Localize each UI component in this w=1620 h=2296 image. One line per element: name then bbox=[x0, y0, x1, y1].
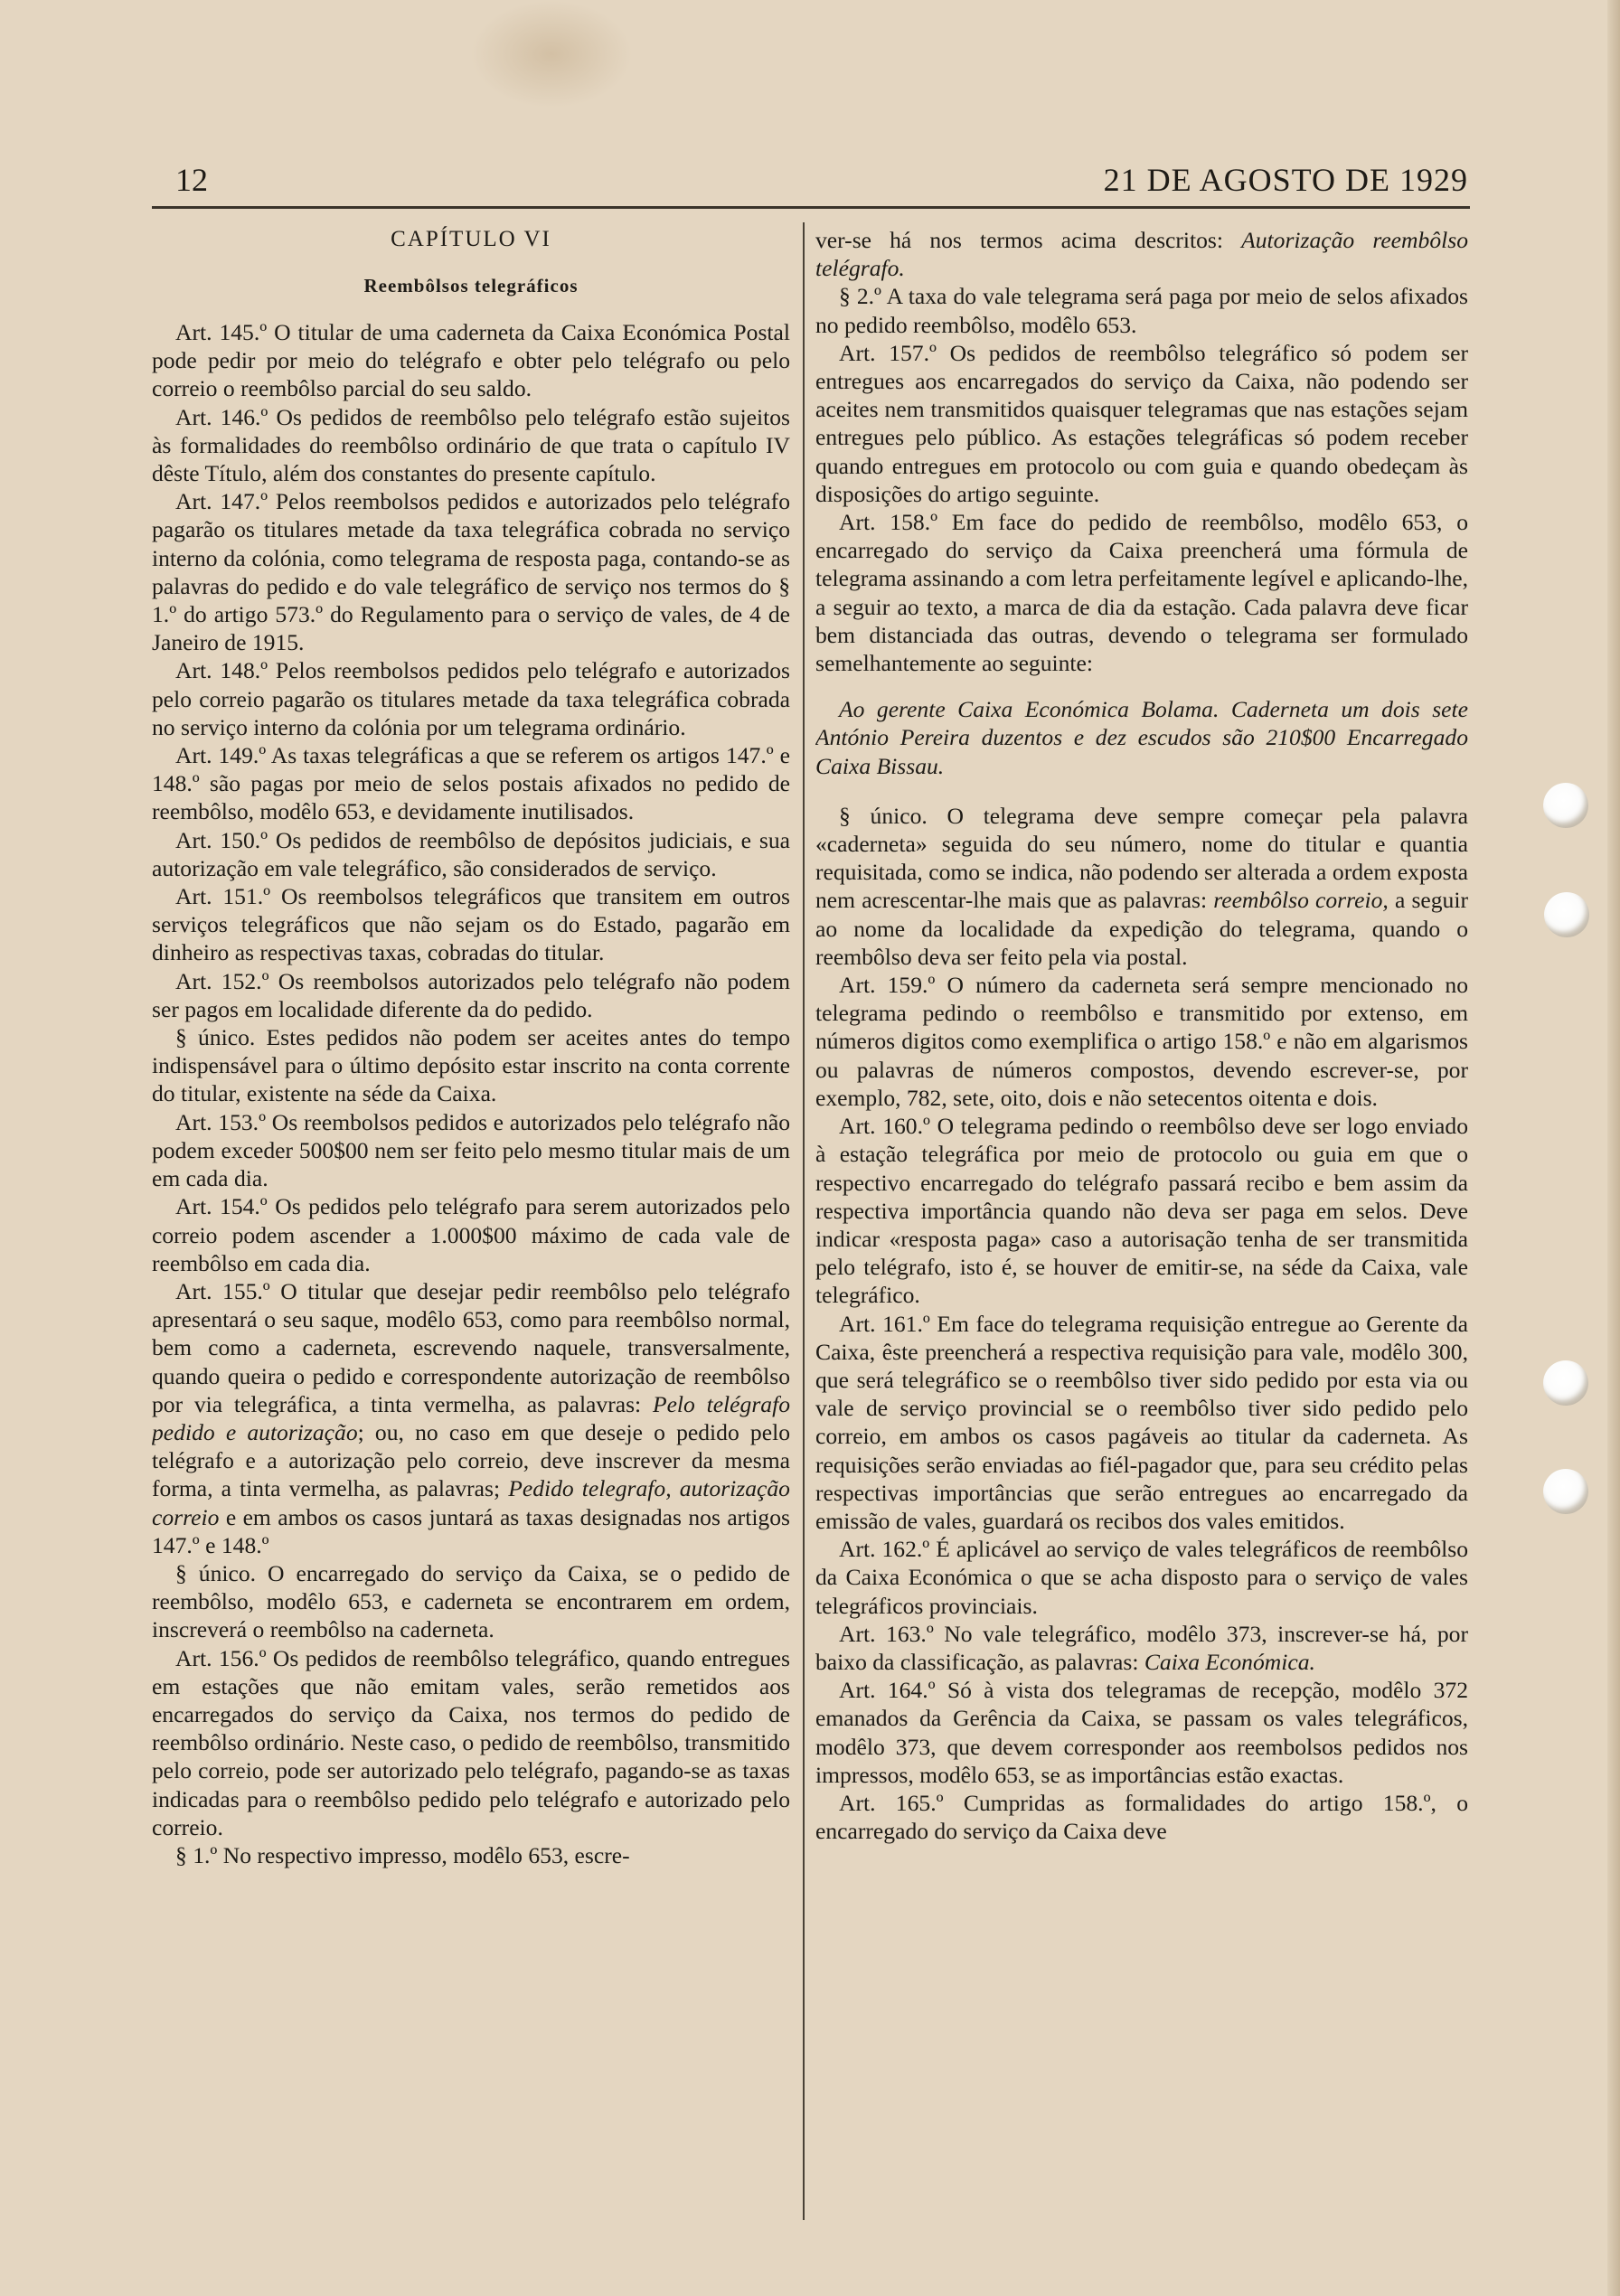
article-149: Art. 149.º As taxas telegráficas a que se referem os artigos 147.º e 148.º são pagas por meio de selos postais afixados no pedido de reembôlso, modêlo 653, e devidamente inutilisados. bbox=[152, 742, 790, 825]
article-164: Art. 164.º Só à vista dos telegramas de recepção, modêlo 372 emanados da Gerência da Caixa, se passam os vales telegráficos, modêlo 373, que devem corresponder aos reembolsos pedidos nos impressos, modêlo 653, se as importâncias estão exactas. bbox=[815, 1677, 1468, 1788]
continuation-text: ver-se há nos termos acima descritos: bbox=[815, 227, 1224, 253]
article-152-sole-paragraph: § único. Estes pedidos não podem ser aceites antes do tempo indispensável para o último depósito estar inscrito na conta corrente do titular, existente na séde da Caixa. bbox=[152, 1024, 790, 1107]
sole-paragraph-text-2: a seguir ao nome da localidade da expedição do telegrama, quando o reembôlso deva ser feito pela via postal. bbox=[815, 887, 1468, 970]
left-column bbox=[152, 226, 790, 2215]
article-156: Art. 156.º Os pedidos de reembôlso telegráfico, quando entregues em estações que não emitam vales, serão remetidos aos encarregados do serviço da Caixa, nos termos do pedido de reembôlso ordinário. Neste caso, o pedido de reembôlso, transmitido pelo correio, pode ser autorizado pelo telégrafo, pagando-se as taxas indicadas para o reembôlso pedido pelo telégrafo e autorizado pelo correio. bbox=[152, 1644, 790, 1840]
article-163 bbox=[815, 1620, 1468, 1676]
article-165: Art. 165.º Cumpridas as formalidades do artigo 158.º, o encarregado do serviço da Caixa deve bbox=[815, 1789, 1468, 1845]
sole-paragraph-text: § único. O telegrama deve sempre começar pela palavra «caderneta» seguida do seu número, nome do titular e quantia requisitada, como se indica, não podendo ser alterada a ordem exposta nem acrescentar-lhe mais que as palavras: bbox=[815, 802, 1468, 914]
article-148: Art. 148.º Pelos reembolsos pedidos pelo telégrafo e autorizados pelo correio pagarão os titulares metade da taxa telegráfica cobrada no serviço interno da colónia por um telegrama ordinário. bbox=[152, 657, 790, 740]
article-155-phrase-2: Pedido telegrafo, autorização correio bbox=[152, 1475, 790, 1530]
article-146: Art. 146.º Os pedidos de reembôlso pelo telégrafo estão sujeitos às formalidades do reembôlso ordinário de que trata o capítulo IV dêste Título, além dos constantes do presente capítulo. bbox=[152, 403, 790, 487]
telegram-example: Ao gerente Caixa Económica Bolama. Caderneta um dois sete António Pereira duzentos e dez escudos são 210$00 Encarregado Caixa Bissau. bbox=[815, 696, 1468, 779]
continuation-phrase: Autorização reembôlso telégrafo. bbox=[815, 227, 1468, 282]
header-rule bbox=[152, 206, 1470, 209]
right-column bbox=[815, 226, 1468, 2215]
article-163-phrase: Caixa Económica. bbox=[1144, 1648, 1315, 1675]
article-156-continuation bbox=[815, 226, 1468, 282]
sole-paragraph-phrase: reembôlso correio, bbox=[1213, 887, 1389, 914]
article-155-phrase-1: Pelo telégrafo pedido e autorização bbox=[152, 1390, 790, 1445]
punch-hole bbox=[1543, 1360, 1588, 1406]
article-162: Art. 162.º É aplicável ao serviço de vales telegráficos de reembôlso da Caixa Económica o que se acha disposto para o serviço de vales telegráficos provinciais. bbox=[815, 1536, 1468, 1619]
article-157: Art. 157.º Os pedidos de reembôlso telegráfico só podem ser entregues aos encarregados do serviço da Caixa, não podendo ser aceites nem transmitidos quaisquer telegramas que nas estações sejam entregues pelo público. As estações telegráficas só podem receber quando entregues em protocolo ou com guia e quando obedeçam às disposições do artigo seguinte. bbox=[815, 339, 1468, 507]
header-date: 21 DE AGOSTO DE 1929 bbox=[1103, 162, 1468, 198]
article-155-text-3: e em ambos os casos juntará as taxas designadas nos artigos 147.º e 148.º bbox=[152, 1503, 790, 1558]
chapter-title: CAPÍTULO VI bbox=[391, 227, 551, 251]
article-163-text: Art. 163.º No vale telegráfico, modêlo 373, inscrever-se há, por baixo da classificação, as palavras: bbox=[815, 1620, 1468, 1675]
page-number: 12 bbox=[175, 162, 208, 198]
column-divider bbox=[803, 222, 805, 2220]
page-header bbox=[159, 161, 1468, 208]
article-155-text-2: ; ou, no caso em que deseje o pedido pelo telégrafo e a autorização pelo correio, deve inscrever da mesma forma, a tinta vermelha, as palavras; bbox=[152, 1418, 790, 1502]
article-156-paragraph-2: § 2.º A taxa do vale telegrama será paga por meio de selos afixados no pedido reembôlso, modêlo 653. bbox=[815, 283, 1468, 338]
section-title: Reembôlsos telegráficos bbox=[363, 275, 579, 296]
article-150: Art. 150.º Os pedidos de reembôlso de depósitos judiciais, e sua autorização em vale telegráfico, são considerados de serviço. bbox=[152, 826, 790, 881]
article-154: Art. 154.º Os pedidos pelo telégrafo para serem autorizados pelo correio podem ascender a 1.000$00 máximo de cada vale de reembôlso em cada dia. bbox=[152, 1193, 790, 1276]
punch-hole bbox=[1544, 892, 1589, 937]
article-153: Art. 153.º Os reembolsos pedidos e autorizados pelo telégrafo não podem exceder 500$00 nem ser feito pelo mesmo titular mais de um em cada dia. bbox=[152, 1108, 790, 1192]
article-155-sole-paragraph: § único. O encarregado do serviço da Caixa, se o pedido de reembôlso, modêlo 653, e caderneta se encontrarem em ordem, inscreverá o reembôlso na caderneta. bbox=[152, 1559, 790, 1643]
article-161: Art. 161.º Em face do telegrama requisição entregue ao Gerente da Caixa, êste preencherá a respectiva requisição para vale, modêlo 300, que será telegráfico se o reembôlso tiver sido pedido por esta via ou vale de serviço provincial se o reembôlso tiver sido pedido pelo correio, em ambos os casos pagáveis ao titular da caderneta. As requisições serão enviadas ao fiél-pagador que, para seu crédito pelas respectivas importâncias que serão entregues ao encarregado da emissão de vales, guardará os recibos dos vales emitidos. bbox=[815, 1310, 1468, 1534]
punch-hole bbox=[1543, 783, 1588, 828]
article-155 bbox=[152, 1277, 790, 1559]
article-160: Art. 160.º O telegrama pedindo o reembôlso deve ser logo enviado à estação telegráfica por meio de protocolo ou guia em que o respectivo encarregado do telégrafo passará recibo e bem assim da respectiva importância quando não deva ser paga em selos. Deve indicar «resposta paga» caso a autorisação tenha de ser transmitida pelo telégrafo, isto é, se houver de emitir-se, na séde da Caixa, vale telegráfico. bbox=[815, 1113, 1468, 1309]
paper-stain bbox=[470, 0, 633, 108]
article-156-paragraph-1: § 1.º No respectivo impresso, modêlo 653, escre- bbox=[175, 1841, 630, 1868]
article-159: Art. 159.º O número da caderneta será sempre mencionado no telegrama pedindo o reembôlso e transmitido por extenso, em números digitos como exemplifica o artigo 158.º e não em algarismos ou palavras de números compostos, devendo escrever-se, por exemplo, 782, sete, oito, dois e não setecentos oitenta e dois. bbox=[815, 972, 1468, 1111]
article-145: Art. 145.º O titular de uma caderneta da Caixa Económica Postal pode pedir por meio do telégrafo e obter pelo telégrafo ou pelo correio o reembôlso parcial do seu saldo. bbox=[152, 319, 790, 402]
article-151: Art. 151.º Os reembolsos telegráficos que transitem em outros serviços telegráficos que não sejam os do Estado, pagarão em dinheiro as respectivas taxas, cobradas do titular. bbox=[152, 883, 790, 966]
article-152: Art. 152.º Os reembolsos autorizados pelo telégrafo não podem ser pagos em localidade diferente da do pedido. bbox=[152, 967, 790, 1022]
punch-hole bbox=[1543, 1469, 1588, 1514]
article-147: Art. 147.º Pelos reembolsos pedidos e autorizados pelo telégrafo pagarão os titulares metade da taxa telegráfica cobrada no serviço interno da colónia, como telegrama de resposta paga, contando-se as palavras do pedido e do vale telegráfico de serviço nos termos do § 1.º do artigo 573.º do Regulamento para o serviço de vales, de 4 de Janeiro de 1915. bbox=[152, 488, 790, 656]
article-158: Art. 158.º Em face do pedido de reembôlso, modêlo 653, o encarregado do serviço da Caixa preencherá uma fórmula de telegrama assinando a com letra perfeitamente legível e aplicando-lhe, a seguir ao texto, a marca de dia da estação. Cada palavra deve ficar bem distanciada das outras, devendo o telegrama ser formulado semelhantemente ao seguinte: bbox=[815, 509, 1468, 677]
article-155-text: Art. 155.º O titular que desejar pedir reembôlso pelo telégrafo apresentará o seu saque, modêlo 653, como para reembôlso normal, bem como a caderneta, escrevendo naquele, transversalmente, quando queira o pedido e correspondente autorização de reembôlso por via telegráfica, a tinta vermelha, as palavras: bbox=[152, 1277, 790, 1417]
page-edge bbox=[1607, 0, 1620, 2296]
article-158-sole-paragraph bbox=[815, 802, 1468, 971]
